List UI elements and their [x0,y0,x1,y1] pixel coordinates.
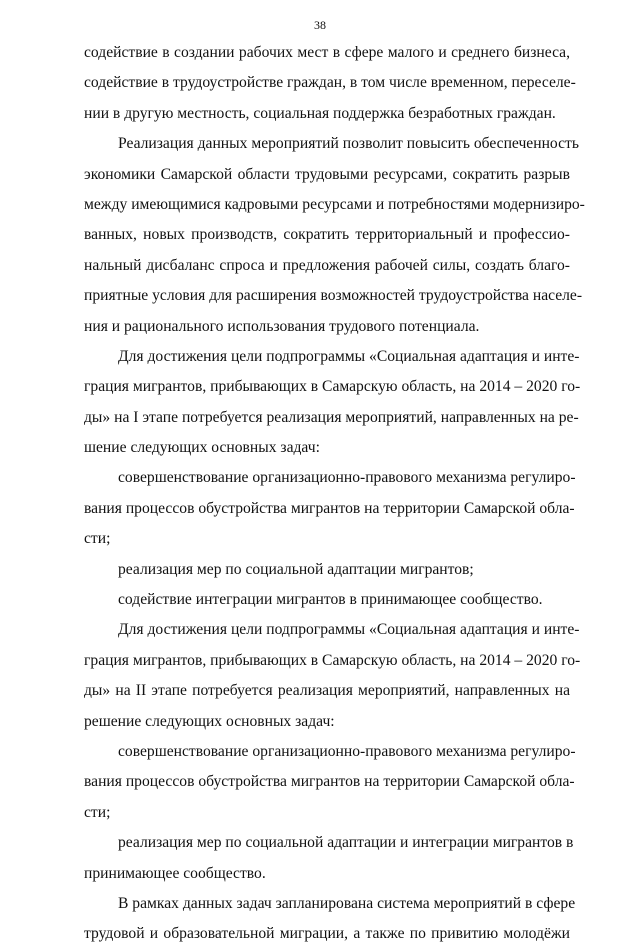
text-line: вания процессов обустройства мигрантов на территории Самарской обла- [84,499,575,517]
text-line: содействие в трудоустройстве граждан, в том числе временном, переселе- [84,74,576,92]
text-line: реализация мер по социальной адаптации мигрантов; [118,560,474,578]
text-line: шение следующих основных задач: [84,439,320,457]
page-number: 38 [314,18,326,32]
text-line: нии в другую местность, социальная поддержка безработных граждан. [84,104,556,122]
text-line: сти; [84,803,111,821]
text-line: нальный дисбаланс спроса и предложения рабочей силы, создать благо- [84,256,570,274]
text-line: ния и рационального использования трудового потенциала. [84,317,480,335]
document-body [84,38,585,950]
text-line: совершенствование организационно-правового механизма регулиро- [118,469,576,487]
text-line: Реализация данных мероприятий позволит повысить обеспеченность [118,135,579,153]
text-line: ды» на II этапе потребуется реализация мероприятий, направленных на [84,682,570,700]
text-line: грация мигрантов, прибывающих в Самарскую область, на 2014 – 2020 го- [84,378,581,396]
text-line: совершенствование организационно-правового механизма регулиро- [118,742,576,760]
text-line: реализация мер по социальной адаптации и интеграции мигрантов в [118,834,574,852]
text-line: содействие интеграции мигрантов в принимающее сообщество. [118,591,543,609]
text-line: принимающее сообщество. [84,864,266,882]
text-line: вания процессов обустройства мигрантов на территории Самарской обла- [84,773,575,791]
text-line: ванных, новых производств, сократить территориальный и профессио- [84,226,570,244]
text-line: приятные условия для расширения возможностей трудоустройства населе- [84,287,583,305]
text-line: трудовой и образовательной миграции, а также по привитию молодёжи [84,925,570,943]
text-line: грация мигрантов, прибывающих в Самарскую область, на 2014 – 2020 го- [84,651,581,669]
text-line: Для достижения цели подпрограммы «Социальная адаптация и инте- [118,347,580,365]
text-line: решение следующих основных задач: [84,712,335,730]
text-line: содействие в создании рабочих мест в сфере малого и среднего бизнеса, [84,44,570,61]
text-line: В рамках данных задач запланирована система мероприятий в сфере [118,894,576,912]
text-line: ды» на I этапе потребуется реализация мероприятий, направленных на ре- [84,408,579,426]
text-line: сти; [84,530,111,548]
text-line: Для достижения цели подпрограммы «Социальная адаптация и инте- [118,621,580,639]
text-line: экономики Самарской области трудовыми ресурсами, сократить разрыв [84,165,570,183]
text-line: между имеющимися кадровыми ресурсами и потребностями модернизиро- [84,195,585,213]
